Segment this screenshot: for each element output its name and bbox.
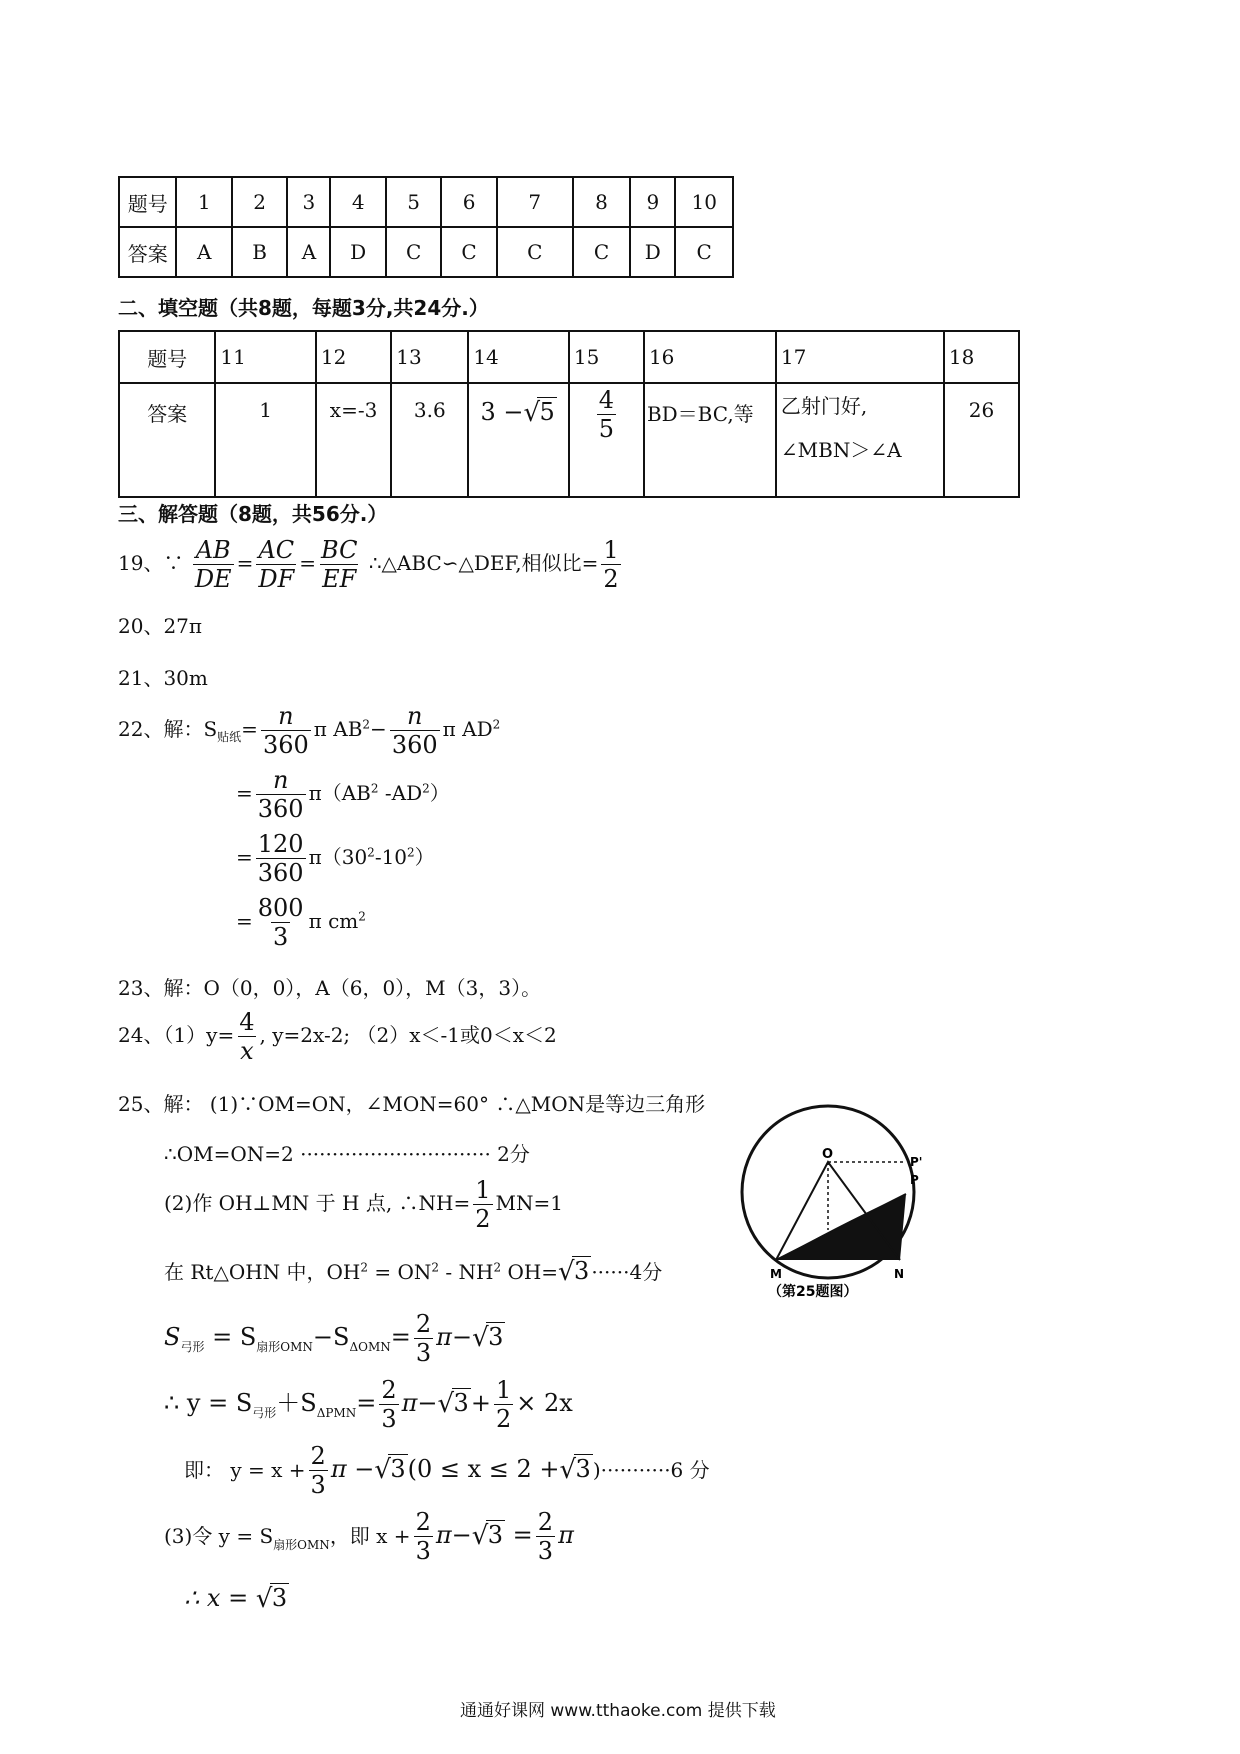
section3-title: 三、解答题（8题，共56分.） — [118, 502, 388, 526]
table1-number: 6 — [441, 177, 496, 227]
figure-label-p-prime: P' — [910, 1155, 923, 1169]
table1-number: 9 — [630, 177, 675, 227]
answer-17: 乙射门好, ∠MBN＞∠A — [776, 383, 944, 497]
answer-15: $\frac{4}{5}$ — [569, 383, 644, 497]
table1-answer: B — [232, 227, 287, 277]
table1-answer: C — [573, 227, 630, 277]
table1-answer-label: 答案 — [119, 227, 176, 277]
q23-line: 23、解：O（0，0），A（6，0），M（3，3）。 — [118, 976, 542, 1000]
q25-line-1: 25、解： (1)∵OM=ON，∠MON=60° ∴△MON是等边三角形 — [118, 1092, 706, 1116]
table1-header-label: 题号 — [119, 177, 176, 227]
table1-answer: C — [386, 227, 441, 277]
q22-line-3: = $\frac{120}{360}$ $\pi(30^2-10^2)$ — [236, 830, 435, 887]
table2-number: 12 — [316, 331, 391, 383]
q22-line-4: = $\frac{800}{3}$ π $cm^2$ — [236, 894, 366, 951]
q25-line-4: 在 Rt△OHN 中，$OH^2 = ON^2 - NH^2$ OH= √ 3 ······4分 — [164, 1257, 663, 1287]
figure-label-n: N — [894, 1267, 905, 1281]
q25-line-6: ∴ $y = S_{弓形}+S_{\Delta PMN}=$ $\frac{2}{3}$ π− √ 3+ $\frac{1}{2}$ × 2x — [164, 1376, 573, 1433]
table1-answer: C — [497, 227, 573, 277]
q25-line-9: ∴ x = √ 3 — [184, 1584, 288, 1614]
q20-line: 20、27π — [118, 614, 203, 638]
q24-line: 24、（1）y= $\frac{4}{x}$ , y=2x-2; （2）x＜-1或0＜x＜2 — [118, 1008, 557, 1065]
answer-11: 1 — [215, 383, 315, 497]
q25-line-8: (3)令 $y = S_{扇形OMN}$，即 x + $\frac{2}{3}$ π− √ 3 = $\frac{2}{3}$ π — [164, 1508, 574, 1565]
table1-number: 10 — [675, 177, 733, 227]
table1-answer: A — [176, 227, 231, 277]
table2-answer-label: 答案 — [119, 383, 215, 497]
table1-answer: D — [330, 227, 385, 277]
q25-line-5: $S_{弓形} = S_{扇形OMN}-S_{\Delta OMN}=$ $\frac{2}{3}$ π− √ 3 — [164, 1310, 504, 1367]
answer-table-1 — [118, 176, 734, 278]
table2-number: 17 — [776, 331, 944, 383]
answer-16: BD＝BC,等 — [644, 383, 776, 497]
table1-number: 3 — [287, 177, 330, 227]
answer-12: x=-3 — [316, 383, 391, 497]
table1-number: 1 — [176, 177, 231, 227]
table1-answer: D — [630, 227, 675, 277]
q22-line-1: 22、解：$S_{贴纸}=$ $\frac{n}{360}$ π $AB^2-$ $\frac{n}{360}$ π $AD^2$ — [118, 702, 501, 759]
table1-answer: A — [287, 227, 330, 277]
table2-number: 14 — [468, 331, 569, 383]
section2-title: 二、填空题（共8题，每题3分,共24分.） — [118, 296, 489, 320]
q21-line: 21、30m — [118, 666, 208, 690]
figure-caption: （第25题图） — [768, 1284, 858, 1300]
table1-number: 7 — [497, 177, 573, 227]
figure-label-p: P — [910, 1173, 919, 1187]
table1-number: 2 — [232, 177, 287, 227]
table1-answer: C — [441, 227, 496, 277]
table2-number: 11 — [215, 331, 315, 383]
table2-number: 13 — [391, 331, 468, 383]
table1-answer: C — [675, 227, 733, 277]
table1-number: 5 — [386, 177, 441, 227]
table2-number: 16 — [644, 331, 776, 383]
q19-line: 19、∵ $\frac{AB}{DE}$ = $\frac{AC}{DF}$ = $\frac{BC}{EF}$ ∴△ABC∽△DEF,相似比= $\frac{1}{2}$ — [118, 536, 619, 593]
table1-number: 8 — [573, 177, 630, 227]
table2-header-label: 题号 — [119, 331, 215, 383]
figure-label-m: M — [770, 1267, 782, 1281]
table2-number: 18 — [944, 331, 1019, 383]
table1-number: 4 — [330, 177, 385, 227]
figure-25 — [728, 1100, 938, 1300]
answer-14: 3 − √ 5 — [468, 383, 569, 497]
figure-label-o: O — [822, 1147, 834, 1162]
q22-line-2: = $\frac{n}{360}$ $\pi(AB^2$ $-AD^2$） — [236, 766, 450, 823]
q25-line-3: (2)作 OH⊥MN 于 H 点, ∴NH= $\frac{1}{2}$ MN=1 — [164, 1176, 563, 1233]
table2-number: 15 — [569, 331, 644, 383]
q25-line-7: 即： y = x + $\frac{2}{3}$ π − √ 3(0 ≤ x ≤ 2 + √ 3 )···········6 分 — [184, 1442, 710, 1499]
answer-table-2 — [118, 330, 1020, 498]
footer: 通通好课网 www.tthaoke.com 提供下载 — [460, 1701, 776, 1721]
answer-18: 26 — [944, 383, 1019, 497]
q25-line-2: ∴OM=ON=2 ······························ 2分 — [164, 1142, 530, 1166]
answer-13: 3.6 — [391, 383, 468, 497]
